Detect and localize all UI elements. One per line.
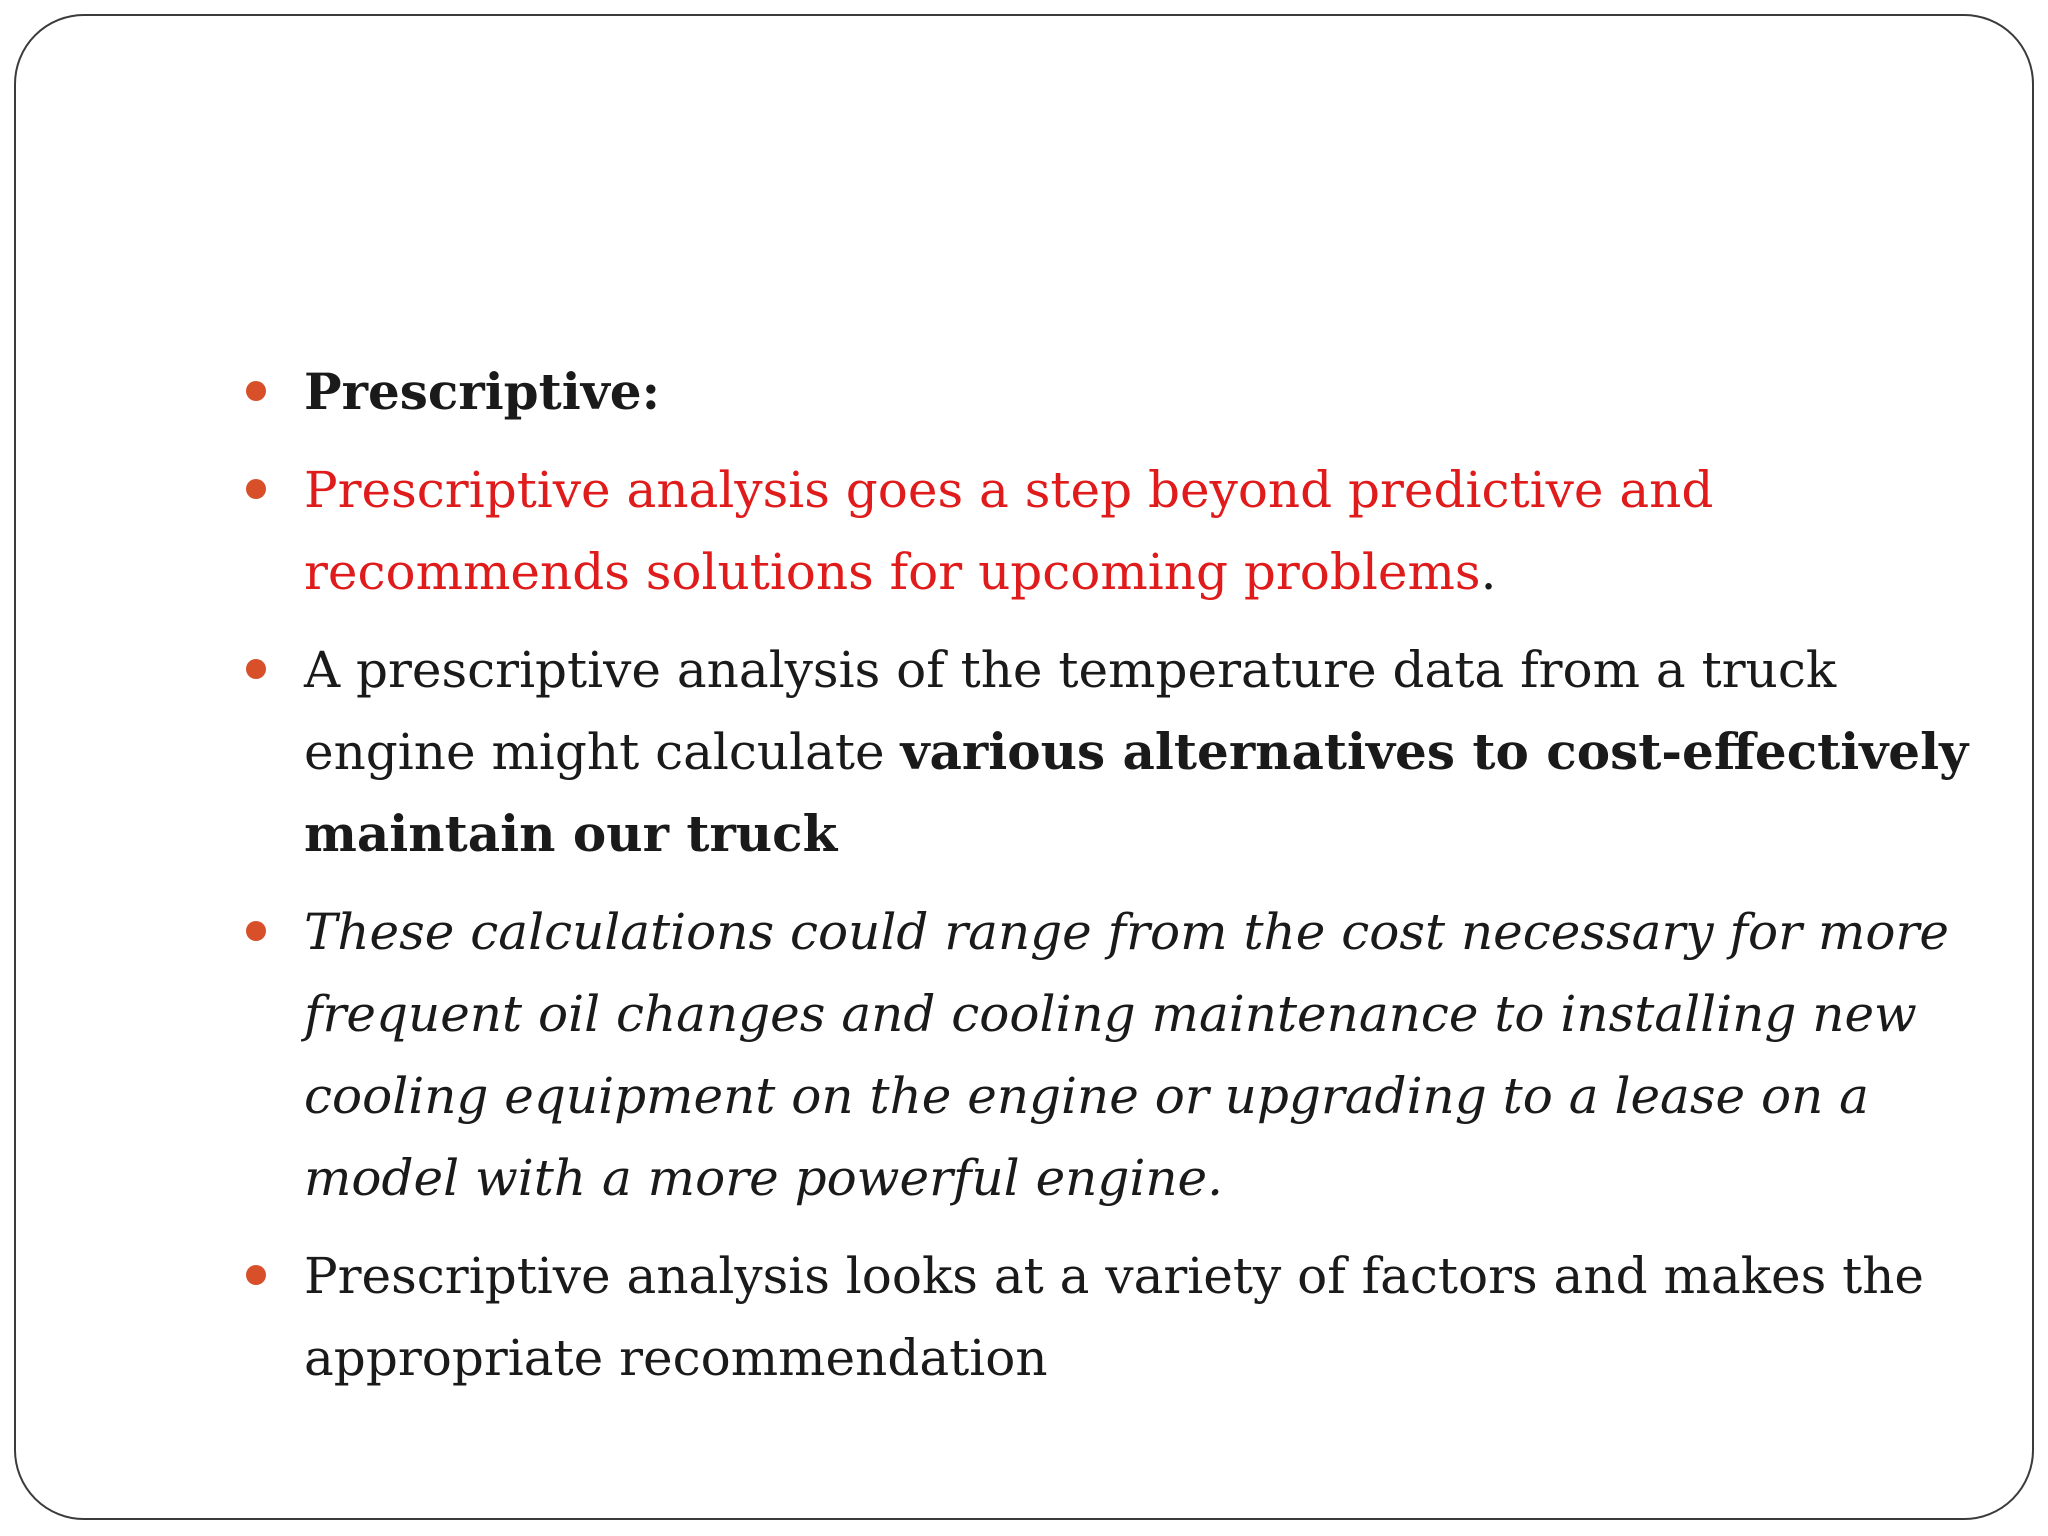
bullet-dot-icon [246,479,266,499]
example-bold-text: various alternatives to cost-effectively maintain our truck [304,722,1969,863]
bullet-dot-icon [246,381,266,401]
bullet-list [246,351,2006,1415]
bullet-dot-icon [246,659,266,679]
definition-red-text: Prescriptive analysis goes a step beyond predictive and recommends solutions for upcoming problems [304,461,1714,601]
bullet-item-example [246,629,2006,875]
bullet-item-calculations [246,891,2006,1219]
example-text: A prescriptive analysis of the temperature data from a truck engine might calculate [304,641,1837,781]
heading-text: Prescriptive: [304,362,661,421]
slide-frame [14,14,2034,1520]
bullet-item-summary [246,1235,2006,1399]
bullet-item-heading [246,351,2006,433]
bullet-dot-icon [246,921,266,941]
bullet-item-definition [246,449,2006,613]
bullet-dot-icon [246,1265,266,1285]
calculations-italic-text: These calculations could range from the cost necessary for more frequent oil changes and cooling maintenance to installing new cooling equipment on the engine or upgrading to a lease on a model with a more powerful engine. [304,903,1949,1207]
summary-text: Prescriptive analysis looks at a variety of factors and makes the appropriate recommendation [304,1247,1925,1387]
definition-period: . [1480,543,1497,601]
